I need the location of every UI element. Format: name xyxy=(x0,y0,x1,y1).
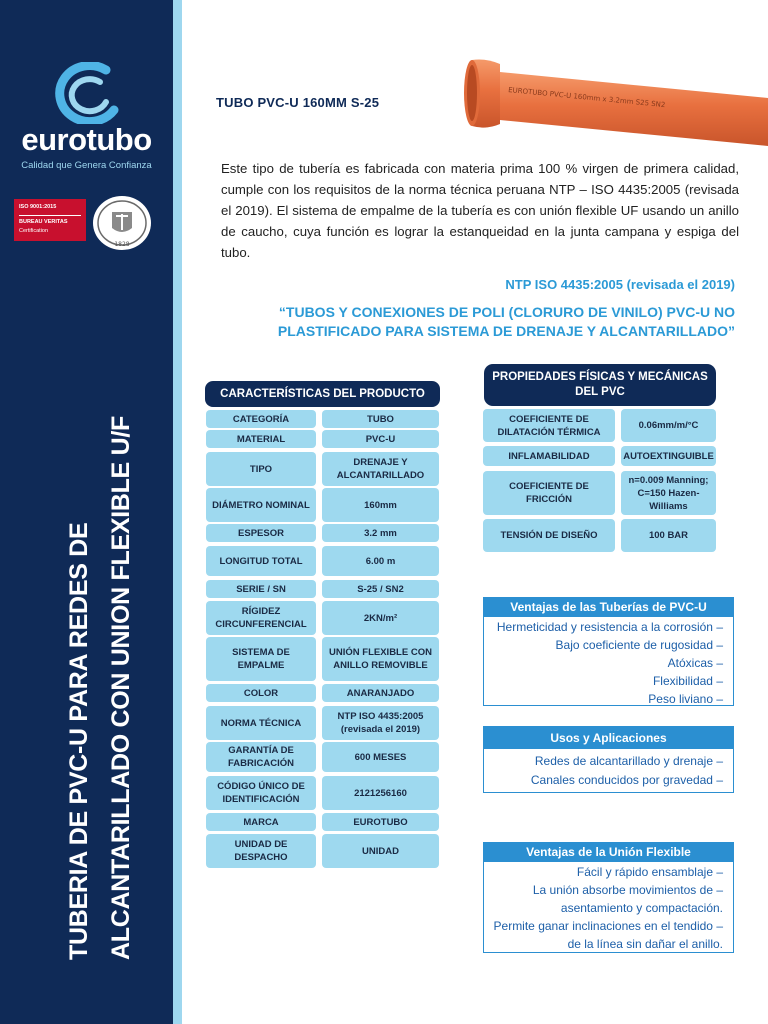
cert-bv-label: BUREAU VERITAS xyxy=(19,219,68,225)
prop-label: COEFICIENTE DE DILATACIÓN TÉRMICA xyxy=(483,409,615,442)
char-label: CÓDIGO ÚNICO DE IDENTIFICACIÓN xyxy=(206,776,316,810)
list-item: Bajo coeficiente de rugosidad – xyxy=(555,638,723,652)
usos-box xyxy=(483,726,734,793)
char-label: RÍGIDEZ CIRCUNFERENCIAL xyxy=(206,601,316,635)
prop-label: INFLAMABILIDAD xyxy=(483,446,615,466)
prop-label: TENSIÓN DE DISEÑO xyxy=(483,519,615,552)
char-value: NTP ISO 4435:2005 (revisada el 2019) xyxy=(322,706,439,740)
list-item: de la línea sin dañar el anillo. xyxy=(567,937,723,951)
char-value: DRENAJE Y ALCANTARILLADO xyxy=(322,452,439,486)
bureau-veritas-seal-icon xyxy=(90,194,154,252)
iso-certification-badge xyxy=(14,199,86,241)
brand-tagline: Calidad que Genera Confianza xyxy=(21,160,152,171)
list-item: Canales conducidos por gravedad – xyxy=(530,773,723,787)
char-label: MARCA xyxy=(206,813,316,831)
char-label: ESPESOR xyxy=(206,524,316,542)
prop-value: AUTOEXTINGUIBLE xyxy=(621,446,716,466)
sidebar-stripe xyxy=(173,0,182,1024)
char-label: GARANTÍA DE FABRICACIÓN xyxy=(206,742,316,772)
vertical-page-title: TUBERIA DE PVC-U PARA REDES DE ALCANTARILLADO CON UNION FLEXIBLE U/F xyxy=(65,416,135,960)
pipe-print-text: EUROTUBO PVC-U 160mm x 3.2mm S25 SN2 xyxy=(507,86,666,110)
ventajas-pvc-list xyxy=(484,617,733,708)
list-item: Permite ganar inclinaciones en el tendido – xyxy=(493,919,723,933)
product-title: TUBO PVC-U 160MM S-25 xyxy=(216,95,380,110)
brand-name: eurotubo xyxy=(21,122,152,157)
char-value: 3.2 mm xyxy=(322,524,439,542)
sidebar xyxy=(0,0,173,1024)
eurotubo-logo-icon xyxy=(48,62,126,124)
char-label: LONGITUD TOTAL xyxy=(206,546,316,576)
char-value: UNIDAD xyxy=(322,834,439,868)
ntp-standard-line: NTP ISO 4435:2005 (revisada el 2019) xyxy=(505,277,735,292)
char-label: TIPO xyxy=(206,452,316,486)
list-item: Hermeticidad y resistencia a la corrosión – xyxy=(496,620,723,634)
list-item: Redes de alcantarillado y drenaje – xyxy=(534,754,723,768)
char-label: COLOR xyxy=(206,684,316,702)
usos-list xyxy=(484,749,733,790)
char-value: TUBO xyxy=(322,410,439,428)
prop-value: 100 BAR xyxy=(621,519,716,552)
list-item: La unión absorbe movimientos de – xyxy=(532,883,723,897)
char-label: NORMA TÉCNICA xyxy=(206,706,316,740)
seal-year: 1828 xyxy=(114,241,130,248)
product-description: Este tipo de tubería es fabricada con materia prima 100 % virgen de primera calidad, cumple con los requisitos de la norma técnica peruana NTP – ISO 4435:2005 (revisada el 2019). El sistema de empalme de la tubería es con unión flexible UF usando un anillo de caucho, cuya función es lograr la estanqueidad en la junta campana y espiga del tubo. xyxy=(221,161,739,260)
list-item: Flexibilidad – xyxy=(652,674,723,688)
list-item: Fácil y rápido ensamblaje – xyxy=(576,865,723,879)
list-item: asentamiento y compactación. xyxy=(560,901,723,915)
char-label: UNIDAD DE DESPACHO xyxy=(206,834,316,868)
ventajas-union-box xyxy=(483,842,734,953)
char-label: DIÁMETRO NOMINAL xyxy=(206,488,316,522)
ventajas-union-title: Ventajas de la Unión Flexible xyxy=(484,843,733,862)
char-value: 2KN/m² xyxy=(322,601,439,635)
cert-type-label: Certification xyxy=(19,228,49,234)
prop-value: n=0.009 Manning; C=150 Hazen-Williams xyxy=(621,471,716,515)
prop-label: COEFICIENTE DE FRICCIÓN xyxy=(483,471,615,515)
char-label: CATEGORÍA xyxy=(206,410,316,428)
cert-iso-label: ISO 9001:2015 xyxy=(19,204,57,210)
char-value: PVC-U xyxy=(322,430,439,448)
char-label: SERIE / SN xyxy=(206,580,316,598)
list-item: Atóxicas – xyxy=(667,656,723,670)
char-value: EUROTUBO xyxy=(322,813,439,831)
char-value: UNIÓN FLEXIBLE CON ANILLO REMOVIBLE xyxy=(322,637,439,681)
char-label: SISTEMA DE EMPALME xyxy=(206,637,316,681)
char-value: 160mm xyxy=(322,488,439,522)
char-value: S-25 / SN2 xyxy=(322,580,439,598)
char-value: 600 MESES xyxy=(322,742,439,772)
char-value: ANARANJADO xyxy=(322,684,439,702)
char-value: 6.00 m xyxy=(322,546,439,576)
usos-title: Usos y Aplicaciones xyxy=(484,727,733,749)
prop-value: 0.06mm/m/°C xyxy=(621,409,716,442)
characteristics-header: CARACTERÍSTICAS DEL PRODUCTO xyxy=(205,381,440,407)
ventajas-union-list xyxy=(484,862,733,953)
char-value: 2121256160 xyxy=(322,776,439,810)
standard-quote: “TUBOS Y CONEXIONES DE POLI (CLORURO DE VINILO) PVC-U NO PLASTIFICADO PARA SISTEMA DE DRENAJE Y ALCANTARILLADO” xyxy=(277,304,735,339)
pvc-pipe-image xyxy=(460,50,768,150)
char-label: MATERIAL xyxy=(206,430,316,448)
list-item: Peso liviano – xyxy=(648,692,723,706)
ventajas-pvc-title: Ventajas de las Tuberías de PVC-U xyxy=(484,598,733,617)
properties-header: PROPIEDADES FÍSICAS Y MECÁNICAS DEL PVC xyxy=(484,364,716,406)
ventajas-pvc-box xyxy=(483,597,734,706)
